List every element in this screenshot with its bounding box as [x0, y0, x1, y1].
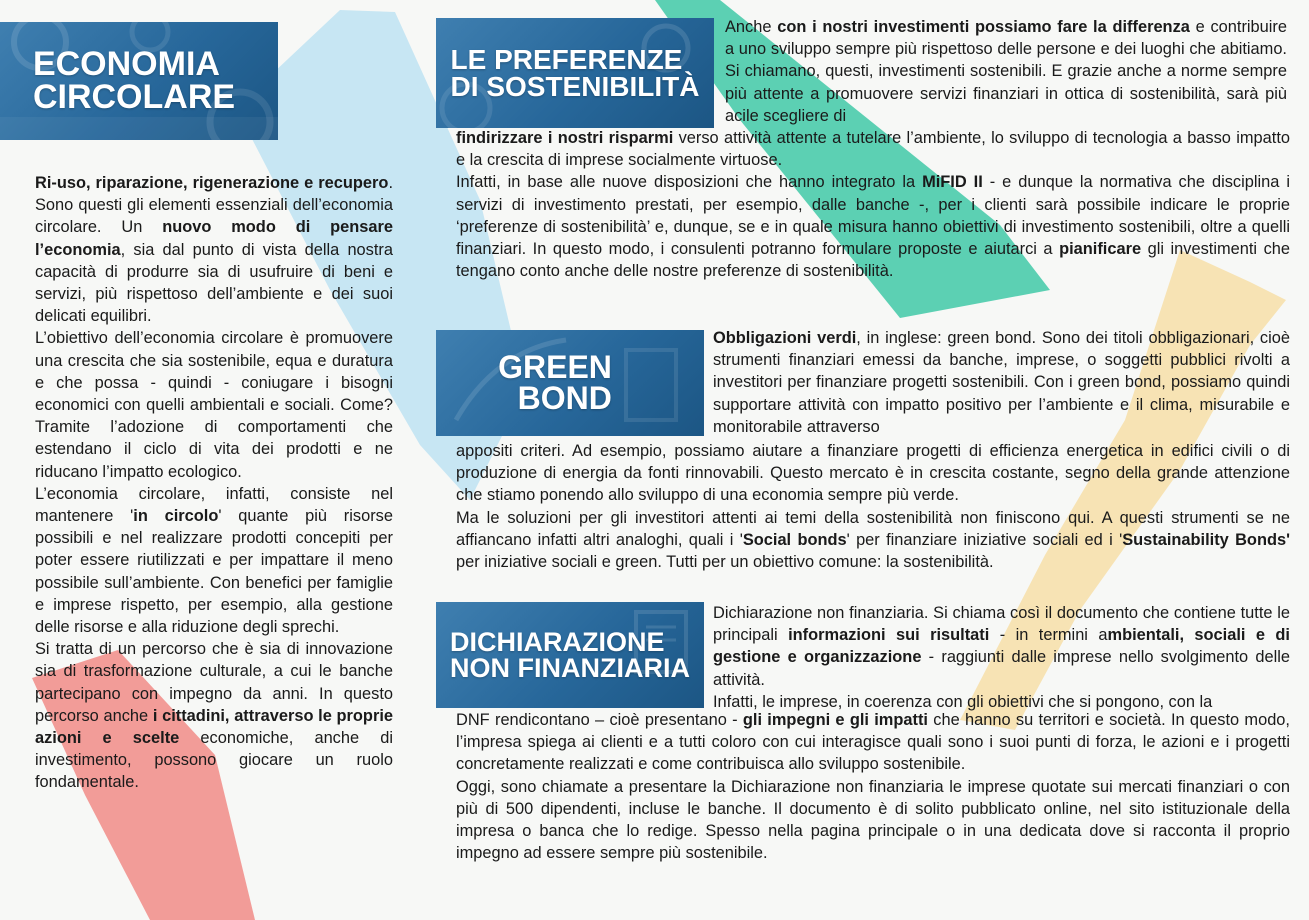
paragraph: [713, 602, 1290, 691]
paragraph: [35, 327, 393, 482]
bold-text: in circolo: [133, 507, 219, 526]
text-run: L’economia circolare, infatti, consiste nel mantenere ': [35, 484, 393, 526]
banner-title-line2: NON FINANZIARIA: [450, 653, 690, 683]
economia-circolare-text: [35, 172, 393, 794]
text-run: Infatti, in base alle nuove disposizioni che hanno integrato la: [456, 173, 923, 192]
banner-title-line1: ECONOMIA: [32, 44, 220, 83]
bold-text: MiFID II: [922, 173, 983, 192]
bold-text: nuovo modo di pensare l’economia: [35, 218, 393, 259]
paragraph: [456, 171, 1290, 282]
text-run: . Sono questi gli elementi essenziali dell’economia circolare. Un: [35, 174, 393, 237]
bold-text: con i nostri investimenti possiamo fare la differenza: [777, 18, 1190, 36]
dnf-side-text: [713, 602, 1290, 713]
text-run: Ma le soluzioni per gli investitori attenti ai temi della sostenibilità non finiscono qui. A questi strumenti se ne affiancano infatti altri analoghi, quali i ': [456, 508, 1290, 549]
bold-text: Social bonds: [742, 530, 847, 549]
economia-circolare-title: [32, 44, 236, 116]
green-bond-side-text: [713, 327, 1290, 438]
bold-text: pianificare: [1059, 240, 1142, 259]
bold-text: i cittadini, attraverso le proprie azioni e scelte: [35, 706, 393, 748]
bold-text: informazioni sui risultati: [788, 626, 990, 645]
paragraph: [456, 440, 1290, 507]
paragraph: [456, 709, 1290, 776]
text-run: Infatti, le imprese, in coerenza con gli obiettivi che si pongono, con la: [713, 692, 1213, 711]
text-run: Oggi, sono chiamate a presentare la Dichiarazione non finanziaria le imprese quotate sui mercati finanziari o con più di 500 dipendenti, incluse le banche. Il documento è di solito pubblicato online, nel sito istituzionale della impresa o banca che lo redige. Spesso nella pagina principale o in una dedicata dove si racconta il proprio impegno ad essere sempre più sostenibile.: [456, 777, 1290, 863]
text-run: , sia dal punto di vista della nostra capacità di produrre sia di usufruire di beni e servizi, più rispettoso dell’ambiente e dei suoi delicati equilibri.: [35, 240, 393, 326]
text-run: che hanno su territori e società. In questo modo, l’impresa spiega ai clienti e a tutti coloro con cui interagisce quali sono i suoi punti di forza, le azioni e i progetti concretamente realizzati e come contribuisca allo sviluppo sostenibile.: [456, 711, 1290, 774]
dnf-banner: [436, 602, 704, 708]
text-run: Anche: [725, 18, 778, 36]
text-run: , in inglese: green bond. Sono dei titoli obbligazionari, cioè strumenti finanziari emessi da banche, imprese, o soggetti pubblici rivolti a investitori per finanziare progetti sostenibili. Con i green bond, possiamo quindi supportare attività con impatto positivo per l’ambiente e il clima, misurabile e monitorabile attraverso: [713, 329, 1290, 436]
preferenze-main-text: [456, 127, 1290, 282]
economia-circolare-banner: [0, 22, 278, 140]
text-run: economiche, anche di investimento, possono giocare un ruolo fondamentale.: [35, 729, 393, 792]
text-run: L’obiettivo dell’economia circolare è promuovere una crescita che sia sostenibile, equa e duratura e che possa - quindi - coniugare i bisogni economici con quelli ambientali e sociali. Come? Tramite l’adozione di comportamenti che estendano il ciclo di vita dei prodotti e ne riducano l’impatto ecologico.: [35, 329, 393, 481]
text-run: - in termini a: [989, 626, 1108, 645]
banner-title-line1: LE PREFERENZE: [450, 43, 683, 75]
text-run: - e dunque la normativa che disciplina i servizi di investimento prestati, per esempio, dalle banche -, per i clienti sarà possibile indicare le proprie ‘preferenze di sostenibilità’ e, dunque, se e in quale misura hanno obiettivi di investimento sostenibili, oltre a quelli finanziari. In questo modo, i consulenti potranno formulare proposte e aiutarci a: [456, 173, 1290, 259]
paragraph: [456, 776, 1290, 865]
green-bond-main-text: [456, 440, 1290, 573]
text-run: appositi criteri. Ad esempio, possiamo aiutare a finanziare progetti di efficienza energetica in edifici civili o di produzione di energia da fonti rinnovabili. Questo mercato è in crescita costante, segno della grande attenzione che stiamo ponendo allo sviluppo di una economia sempre più verde.: [456, 442, 1290, 505]
banner-title-line1: DICHIARAZIONE: [450, 626, 665, 657]
text-run: gli investimenti che tengano conto anche delle nostre preferenze di sostenibilità.: [456, 240, 1291, 281]
banner-title-line2: CIRCOLARE: [32, 78, 236, 116]
text-run: ' quante più risorse possibili e nel realizzare prodotti concepiti per poter essere riutilizzati e per impattare il meno possibile sull’ambiente. Con benefici per famiglie e imprese rispetto, per esempio, alla gestione delle risorse e alla riduzione degli sprechi.: [35, 507, 393, 637]
bold-text: gli impegni e gli impatti: [742, 711, 928, 729]
dnf-title: [450, 626, 690, 683]
bold-text: Ri-uso, riparazione, rigenerazione e recupero: [35, 174, 389, 192]
text-run: Dichiarazione non finanziaria. Si chiama così il documento che contiene tutte le principali: [713, 604, 1290, 645]
paragraph: [713, 327, 1290, 438]
bold-text: findirizzare i nostri risparmi: [456, 129, 674, 147]
banner-title-line2: DI SOSTENIBILITÀ: [450, 71, 700, 102]
text-run: e contribuire a uno sviluppo sempre più rispettoso delle persone e dei luoghi che abitiamo. Si chiamano, questi, investimenti sostenibili. E grazie anche a norme sempre più attente a promuovere servizi finanziari in ottica di sostenibilità, sarà più acile scegliere di: [725, 18, 1288, 125]
paragraph: [35, 172, 393, 327]
banner-title-line2: BOND: [517, 380, 612, 416]
preferenze-side-text: [725, 16, 1287, 127]
text-run: DNF rendicontano – cioè presentano -: [456, 711, 743, 729]
paragraph: [456, 507, 1290, 574]
bold-text: Sustainability Bonds': [1122, 530, 1290, 549]
paragraph: [35, 483, 393, 638]
green-bond-banner: [436, 330, 704, 436]
text-run: - raggiunti dalle imprese nello svolgimento delle attività.: [713, 648, 1290, 689]
paragraph: [35, 638, 393, 793]
paragraph: [456, 127, 1290, 171]
text-run: per iniziative sociali e green. Tutti per un obiettivo comune: la sostenibilità.: [456, 553, 994, 572]
text-run: ' per finanziare iniziative sociali ed i ': [846, 530, 1123, 549]
preferenze-sostenibilita-banner: [436, 18, 714, 128]
bold-text: mbientali, sociali e di gestione e organizzazione: [713, 626, 1290, 667]
banner-title-line1: GREEN: [498, 348, 612, 385]
text-run: verso attività attente a tutelare l’ambiente, lo sviluppo di tecnologia a basso impatto e la crescita di imprese socialmente virtuose.: [456, 129, 1290, 170]
preferenze-title: [450, 43, 700, 102]
text-run: Si tratta di un percorso che è sia di innovazione sia di trasformazione culturale, a cui le banche partecipano con impegno da anni. In questo percorso anche: [35, 640, 393, 725]
bold-text: Obbligazioni verdi: [713, 329, 857, 347]
dnf-main-text: [456, 709, 1290, 864]
paragraph: [725, 16, 1287, 127]
green-bond-title: [498, 348, 612, 416]
